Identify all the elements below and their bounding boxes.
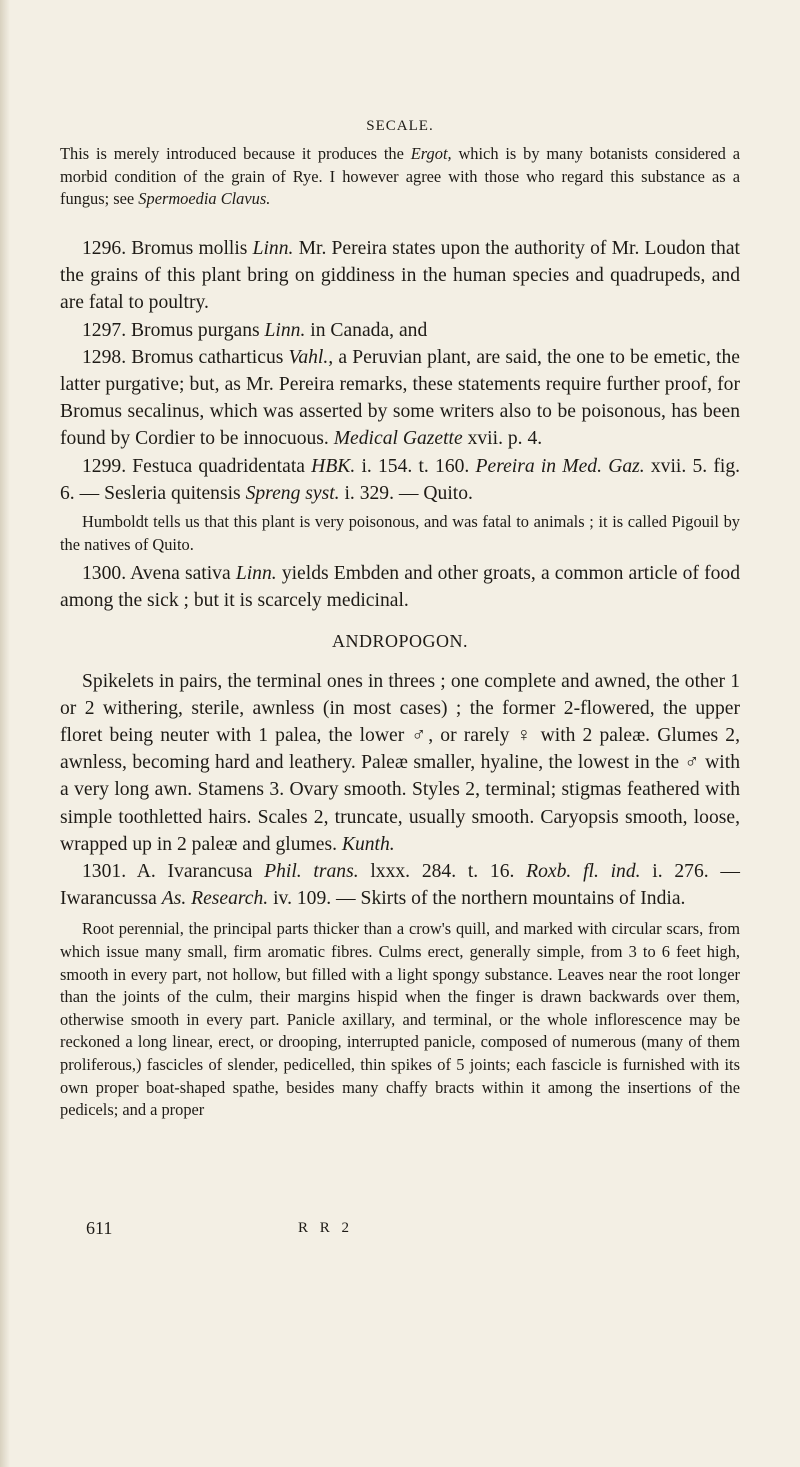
signature-mark: R R 2: [298, 1220, 354, 1236]
entry-1301: 1301. A. Ivarancusa Phil. trans. lxxx. 284. t. 16. Roxb. fl. ind. i. 276. — Iwarancussa As. Research. iv. 109. — Skirts of the northern mountains of India.: [60, 861, 740, 910]
section-heading: ANDROPOGON.: [331, 630, 468, 651]
genus-description: Spikelets in pairs, the terminal ones in threes ; one complete and awned, the other 1 or 2 withering, sterile, awnless (in most cases) ; the former 2-flowered, the upper floret being neuter with 1 palea, the lower ♂, or rarely ♀ with 2 paleæ. Glumes 2, awnless, becoming hard and leathery. Paleæ smaller, hyaline, the lowest in the ♂ with a very long awn. Stamens 3. Ovary smooth. Styles 2, terminal; stigmas feathered with simple toothletted hairs. Scales 2, truncate, usually smooth. Caryopsis smooth, loose, wrapped up in 2 paleæ and glumes. Kunth.: [60, 670, 740, 855]
entry-1296: 1296. Bromus mollis Linn. Mr. Pereira states upon the authority of Mr. Loudon that the grains of this plant bring on giddiness in the human species and quadrupeds, and are fatal to poultry.: [60, 238, 740, 314]
page-edge-shadow: [0, 0, 10, 1467]
entry-1298: 1298. Bromus catharticus Vahl., a Peruvian plant, are said, the one to be emetic, the latter purgative; but, as Mr. Pereira remarks, these statements require further proof, for Bromus secalinus, which was asserted by some writers also to be poisonous, has been found by Cordier to be innocuous. Medical Gazette xvii. p. 4.: [60, 346, 740, 450]
running-head: SECALE.: [366, 118, 434, 134]
entry-1297: 1297. Bromus purgans Linn. in Canada, and: [82, 319, 428, 341]
species-description: Root perennial, the principal parts thicker than a crow's quill, and marked with circular scars, from which issue many small, firm aromatic fibres. Culms erect, generally simple, from 3 to 6 feet high, smooth in every part, not hollow, but filled with a light spongy substance. Leaves near the root longer than the joints of the culm, their margins hispid when the finger is drawn backwards over them, otherwise smooth in every part. Panicle axillary, and terminal, or the whole inflorescence may be reckoned a long linear, erect, or drooping, interrupted panicle, composed of numerous (many of them proliferous,) fascicles of slender, pedicelled, thin spikes of 5 joints; each fascicle is furnished with its own proper boat-shaped spathe, besides many chaffy bracts within it among the insertions of the pedicels; and a proper: [60, 919, 740, 1120]
main-flow: [60, 235, 740, 1122]
entry-1300: 1300. Avena sativa Linn. yields Embden and other groats, a common article of food among the sick ; but it is scarcely medicinal.: [60, 563, 740, 612]
entry-1299: 1299. Festuca quadridentata HBK. i. 154. t. 160. Pereira in Med. Gaz. xvii. 5. fig. 6. — Sesleria quitensis Spreng syst. i. 329. — Quito.: [60, 455, 741, 504]
intro-note: This is merely introduced because it produces the Ergot, which is by many botanists considered a morbid condition of the grain of Rye. I however agree with those who regard this substance as a fungus; see Spermoedia Clavus.: [60, 144, 740, 209]
page-number: 611: [86, 1218, 113, 1238]
note-1299: Humboldt tells us that this plant is very poisonous, and was fatal to animals ; it is called Pigouil by the natives of Quito.: [60, 512, 740, 554]
